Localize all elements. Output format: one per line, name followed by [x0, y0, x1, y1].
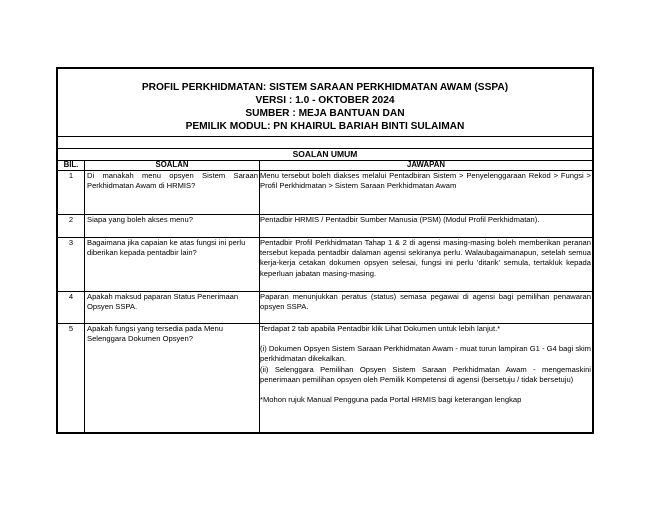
- answer-paragraph: Pentadbir Profil Perkhidmatan Tahap 1 & 2 di agensi masing-masing boleh memberikan peranan tersebut kepada pentadbir dalaman agensi sekiranya perlu. Walaubagaimanapun, setelah semua kerja-kerja cetakan dokumen opsyen selesai, fungsi ini perlu 'ditarik' semula, tertakluk kepada keperluan jabatan masing-masing.: [260, 238, 591, 278]
- question-text: Bagaimana jika capaian ke atas fungsi ini perlu diberikan kepada pentadbir lain?: [87, 238, 246, 258]
- row-number: 1: [68, 171, 74, 180]
- divider: [58, 136, 592, 137]
- answer-paragraph: Terdapat 2 tab apabila Pentadbir klik Lihat Dokumen untuk lebih lanjut.*: [260, 324, 501, 333]
- document-source: SUMBER : MEJA BANTUAN DAN: [245, 108, 405, 119]
- column-header-answer: JAWAPAN: [407, 160, 445, 169]
- row-number: 2: [68, 215, 74, 224]
- document-title: PROFIL PERKHIDMATAN: SISTEM SARAAN PERKHIDMATAN AWAM (SSPA): [141, 82, 509, 93]
- answer-text: [260, 215, 591, 225]
- row-number: 3: [68, 238, 74, 247]
- answer-text: [260, 171, 591, 191]
- document-header: [58, 69, 592, 136]
- answer-paragraph: Pentadbir HRMIS / Pentadbir Sumber Manusia (PSM) (Modul Profil Perkhidmatan).: [260, 215, 540, 224]
- question-text: Siapa yang boleh akses menu?: [87, 215, 193, 224]
- answer-text: [260, 238, 591, 279]
- answer-paragraph: (ii) Selenggara Pemilihan Opsyen Sistem Saraan Perkhidmatan Awam - mengemaskini penerimaan pemilihan opsyen oleh Pemilik Kompetensi di agensi (bersetuju / tidak bersetuju): [260, 364, 591, 384]
- document-version: VERSI : 1.0 - OKTOBER 2024: [255, 95, 395, 106]
- question-text: Apakah maksud paparan Status Penerimaan Opsyen SSPA.: [87, 292, 239, 312]
- answer-paragraph: (i) Dokumen Opsyen Sistem Saraan Perkhidmatan Awam - muat turun lampiran G1 - G4 bagi skim perkhidmatan dikekalkan.: [260, 344, 591, 364]
- question-text: Di manakah menu opsyen Sistem Saraan Perkhidmatan Awam di HRMIS?: [87, 171, 258, 191]
- document-frame: [56, 67, 594, 434]
- answer-text: [260, 292, 591, 312]
- answer-paragraph: Menu tersebut boleh diakses melalui Pentadbiran Sistem > Penyelenggaraan Rekod > Fungsi > Profil Perkhidmatan > Sistem Saraan Perkhidmatan Awam: [260, 171, 591, 191]
- row-number: 4: [68, 292, 74, 301]
- column-header-no: BIL.: [63, 160, 79, 169]
- question-text: Apakah fungsi yang tersedia pada Menu Selenggara Dokumen Opsyen?: [87, 324, 223, 344]
- section-title: SOALAN UMUM: [292, 149, 358, 159]
- column-header-question: SOALAN: [155, 160, 189, 169]
- answer-text: [260, 324, 591, 405]
- answer-paragraph: *Mohon rujuk Manual Pengguna pada Portal HRMIS bagi keterangan lengkap: [260, 395, 522, 405]
- document-owner: PEMILIK MODUL: PN KHAIRUL BARIAH BINTI SULAIMAN: [185, 121, 465, 132]
- column-divider: [84, 160, 85, 432]
- row-number: 5: [68, 324, 74, 333]
- answer-paragraph: Paparan menunjukkan peratus (status) semasa pegawai di agensi bagi pemilihan penawaran opsyen SSPA.: [260, 292, 591, 312]
